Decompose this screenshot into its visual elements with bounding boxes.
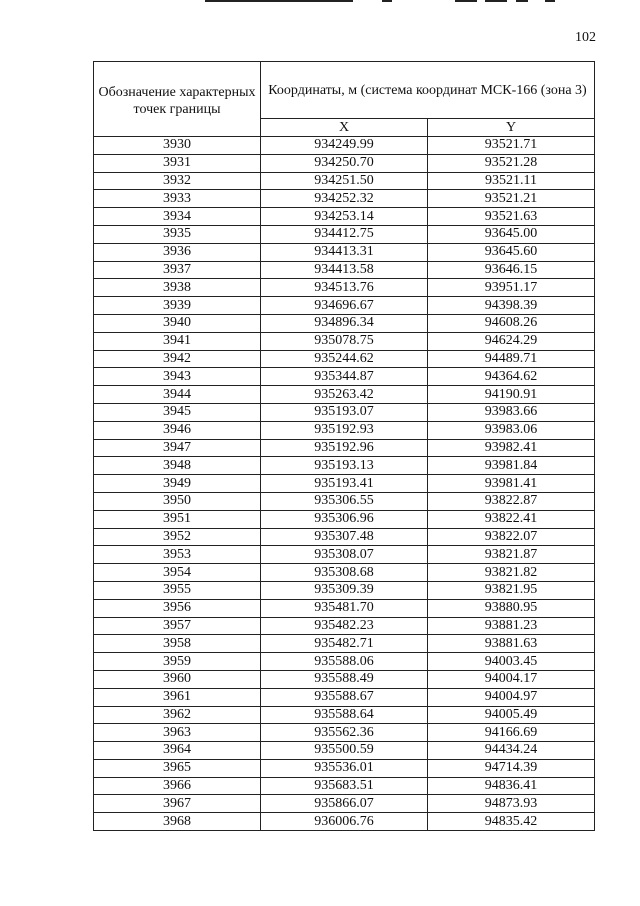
y-coordinate-cell: 94364.62 — [428, 368, 595, 386]
y-coordinate-cell: 94873.93 — [428, 795, 595, 813]
y-coordinate-cell: 94714.39 — [428, 759, 595, 777]
x-coordinate-cell: 934696.67 — [261, 297, 428, 315]
x-coordinate-cell: 934413.58 — [261, 261, 428, 279]
y-coordinate-cell: 94003.45 — [428, 653, 595, 671]
edge-mark — [485, 0, 507, 2]
point-id-cell: 3957 — [94, 617, 261, 635]
y-coordinate-cell: 93983.06 — [428, 421, 595, 439]
edge-mark — [455, 0, 477, 2]
x-coordinate-cell: 934250.70 — [261, 154, 428, 172]
table-row — [94, 528, 595, 546]
table-body — [94, 137, 595, 831]
y-coordinate-cell: 93881.63 — [428, 635, 595, 653]
x-coordinate-cell: 934249.99 — [261, 137, 428, 155]
y-coordinate-cell: 93880.95 — [428, 599, 595, 617]
table-row — [94, 154, 595, 172]
table-row — [94, 653, 595, 671]
x-coordinate-cell: 935588.49 — [261, 670, 428, 688]
x-coordinate-cell: 935481.70 — [261, 599, 428, 617]
table-row — [94, 403, 595, 421]
x-coordinate-cell: 935500.59 — [261, 742, 428, 760]
y-coordinate-cell: 94005.49 — [428, 706, 595, 724]
x-coordinate-cell: 935866.07 — [261, 795, 428, 813]
table-row — [94, 172, 595, 190]
point-id-cell: 3954 — [94, 564, 261, 582]
point-id-cell: 3943 — [94, 368, 261, 386]
table-row — [94, 688, 595, 706]
y-coordinate-cell: 93951.17 — [428, 279, 595, 297]
point-id-cell: 3946 — [94, 421, 261, 439]
x-coordinate-cell: 934513.76 — [261, 279, 428, 297]
table-row — [94, 243, 595, 261]
point-id-cell: 3953 — [94, 546, 261, 564]
point-id-cell: 3930 — [94, 137, 261, 155]
x-coordinate-cell: 934253.14 — [261, 208, 428, 226]
x-coordinate-cell: 935588.06 — [261, 653, 428, 671]
table-row — [94, 492, 595, 510]
edge-mark — [545, 0, 555, 2]
x-coordinate-cell: 935192.96 — [261, 439, 428, 457]
table-row — [94, 759, 595, 777]
point-id-cell: 3951 — [94, 510, 261, 528]
table-row — [94, 546, 595, 564]
x-coordinate-cell: 935193.41 — [261, 475, 428, 493]
x-coordinate-cell: 935244.62 — [261, 350, 428, 368]
point-id-cell: 3942 — [94, 350, 261, 368]
y-coordinate-cell: 94624.29 — [428, 332, 595, 350]
y-coordinate-cell: 94398.39 — [428, 297, 595, 315]
table-row — [94, 724, 595, 742]
point-id-cell: 3933 — [94, 190, 261, 208]
x-coordinate-cell: 934251.50 — [261, 172, 428, 190]
point-id-cell: 3934 — [94, 208, 261, 226]
point-id-cell: 3931 — [94, 154, 261, 172]
table-row — [94, 670, 595, 688]
table-row — [94, 261, 595, 279]
x-coordinate-cell: 935308.07 — [261, 546, 428, 564]
y-coordinate-cell: 94004.97 — [428, 688, 595, 706]
table-row — [94, 617, 595, 635]
table-row — [94, 439, 595, 457]
page-number: 102 — [575, 30, 596, 45]
y-coordinate-cell: 93521.28 — [428, 154, 595, 172]
table-row — [94, 190, 595, 208]
table-row — [94, 706, 595, 724]
point-id-cell: 3935 — [94, 225, 261, 243]
y-coordinate-cell: 93822.41 — [428, 510, 595, 528]
y-coordinate-cell: 93981.41 — [428, 475, 595, 493]
edge-mark — [516, 0, 528, 2]
y-coordinate-cell: 94434.24 — [428, 742, 595, 760]
point-id-cell: 3966 — [94, 777, 261, 795]
point-id-cell: 3967 — [94, 795, 261, 813]
point-id-cell: 3944 — [94, 386, 261, 404]
point-id-cell: 3947 — [94, 439, 261, 457]
table-row — [94, 297, 595, 315]
x-coordinate-cell: 935309.39 — [261, 581, 428, 599]
edge-mark — [382, 0, 392, 2]
point-id-cell: 3959 — [94, 653, 261, 671]
x-coordinate-cell: 936006.76 — [261, 813, 428, 831]
y-coordinate-cell: 93981.84 — [428, 457, 595, 475]
x-coordinate-cell: 934412.75 — [261, 225, 428, 243]
table-row — [94, 564, 595, 582]
point-id-cell: 3950 — [94, 492, 261, 510]
point-id-cell: 3939 — [94, 297, 261, 315]
y-coordinate-cell: 94004.17 — [428, 670, 595, 688]
coordinates-table — [93, 61, 595, 831]
point-id-cell: 3945 — [94, 403, 261, 421]
y-coordinate-cell: 93645.00 — [428, 225, 595, 243]
x-coordinate-cell: 935263.42 — [261, 386, 428, 404]
y-coordinate-cell: 93982.41 — [428, 439, 595, 457]
table-row — [94, 332, 595, 350]
y-coordinate-cell: 93521.71 — [428, 137, 595, 155]
x-coordinate-cell: 935193.13 — [261, 457, 428, 475]
x-coordinate-cell: 935588.64 — [261, 706, 428, 724]
y-coordinate-cell: 94166.69 — [428, 724, 595, 742]
table-row — [94, 510, 595, 528]
y-coordinate-cell: 93521.63 — [428, 208, 595, 226]
y-coordinate-cell: 93822.07 — [428, 528, 595, 546]
table-row — [94, 635, 595, 653]
y-column-header: Y — [428, 119, 595, 137]
point-id-cell: 3965 — [94, 759, 261, 777]
table-row — [94, 137, 595, 155]
x-coordinate-cell: 935588.67 — [261, 688, 428, 706]
point-id-cell: 3938 — [94, 279, 261, 297]
table-row — [94, 795, 595, 813]
x-coordinate-cell: 935562.36 — [261, 724, 428, 742]
y-coordinate-cell: 93983.66 — [428, 403, 595, 421]
point-id-cell: 3937 — [94, 261, 261, 279]
table-row — [94, 386, 595, 404]
point-id-cell: 3968 — [94, 813, 261, 831]
y-coordinate-cell: 93646.15 — [428, 261, 595, 279]
x-coordinate-cell: 935308.68 — [261, 564, 428, 582]
point-id-cell: 3952 — [94, 528, 261, 546]
point-id-cell: 3941 — [94, 332, 261, 350]
point-id-cell: 3949 — [94, 475, 261, 493]
table-row — [94, 475, 595, 493]
y-coordinate-cell: 93881.23 — [428, 617, 595, 635]
point-id-cell: 3932 — [94, 172, 261, 190]
point-id-cell: 3956 — [94, 599, 261, 617]
table-header — [94, 62, 595, 137]
table-row — [94, 813, 595, 831]
y-coordinate-cell: 93521.21 — [428, 190, 595, 208]
table-row — [94, 581, 595, 599]
x-coordinate-cell: 935344.87 — [261, 368, 428, 386]
point-id-cell: 3955 — [94, 581, 261, 599]
y-coordinate-cell: 93521.11 — [428, 172, 595, 190]
x-coordinate-cell: 934413.31 — [261, 243, 428, 261]
x-coordinate-cell: 935078.75 — [261, 332, 428, 350]
top-edge-marks — [0, 0, 640, 4]
table-row — [94, 208, 595, 226]
y-coordinate-cell: 93821.82 — [428, 564, 595, 582]
point-id-cell: 3958 — [94, 635, 261, 653]
x-column-header: X — [261, 119, 428, 137]
y-coordinate-cell: 94608.26 — [428, 314, 595, 332]
table-row — [94, 314, 595, 332]
point-id-cell: 3961 — [94, 688, 261, 706]
table-row — [94, 777, 595, 795]
point-id-cell: 3940 — [94, 314, 261, 332]
y-coordinate-cell: 93822.87 — [428, 492, 595, 510]
table-row — [94, 279, 595, 297]
x-coordinate-cell: 934896.34 — [261, 314, 428, 332]
coordinates-column-header: Координаты, м (система координат МСК-166 (зона 3) — [261, 62, 595, 119]
y-coordinate-cell: 94836.41 — [428, 777, 595, 795]
y-coordinate-cell: 93821.95 — [428, 581, 595, 599]
y-coordinate-cell: 94489.71 — [428, 350, 595, 368]
x-coordinate-cell: 935306.55 — [261, 492, 428, 510]
x-coordinate-cell: 935536.01 — [261, 759, 428, 777]
point-id-cell: 3963 — [94, 724, 261, 742]
table-row — [94, 350, 595, 368]
point-id-cell: 3948 — [94, 457, 261, 475]
table-row — [94, 742, 595, 760]
table-row — [94, 225, 595, 243]
x-coordinate-cell: 935482.71 — [261, 635, 428, 653]
point-id-cell: 3964 — [94, 742, 261, 760]
point-id-cell: 3962 — [94, 706, 261, 724]
x-coordinate-cell: 935192.93 — [261, 421, 428, 439]
x-coordinate-cell: 935482.23 — [261, 617, 428, 635]
x-coordinate-cell: 934252.32 — [261, 190, 428, 208]
table-row — [94, 599, 595, 617]
table-row — [94, 421, 595, 439]
table-row — [94, 368, 595, 386]
y-coordinate-cell: 93645.60 — [428, 243, 595, 261]
table-row — [94, 457, 595, 475]
points-column-header: Обозначение характерных точек границы — [94, 62, 261, 137]
x-coordinate-cell: 935306.96 — [261, 510, 428, 528]
edge-mark — [205, 0, 353, 2]
point-id-cell: 3936 — [94, 243, 261, 261]
x-coordinate-cell: 935193.07 — [261, 403, 428, 421]
y-coordinate-cell: 94190.91 — [428, 386, 595, 404]
x-coordinate-cell: 935307.48 — [261, 528, 428, 546]
x-coordinate-cell: 935683.51 — [261, 777, 428, 795]
point-id-cell: 3960 — [94, 670, 261, 688]
y-coordinate-cell: 94835.42 — [428, 813, 595, 831]
y-coordinate-cell: 93821.87 — [428, 546, 595, 564]
